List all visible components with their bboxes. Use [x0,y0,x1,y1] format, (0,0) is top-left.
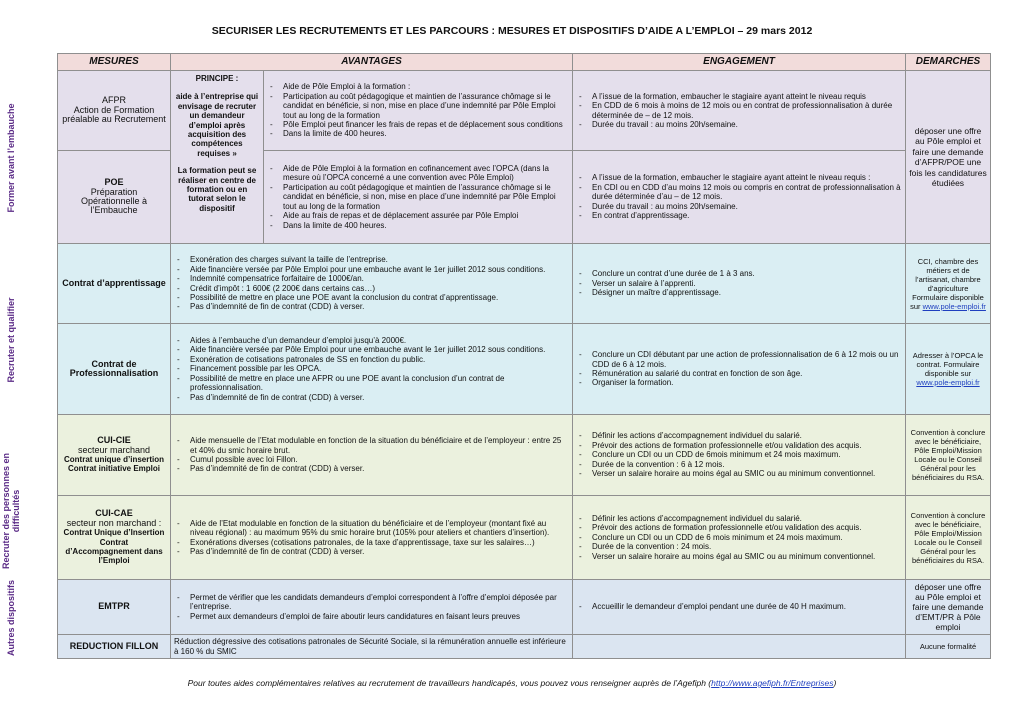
demarches-emtpr: déposer une offre au Pôle emploi et faire une demande d’EMT/PR à Pôle emploi [906,580,991,635]
row-emtpr [58,580,991,635]
avantages-fillon: Réduction dégressive des cotisations patronales de Sécurité Sociale, si la rémunération annuelle est inférieure à 160 % du SMIC [171,635,573,659]
demarches-former: déposer une offre au Pôle emploi et faire une demande d’AFPR/POE une fois les candidatures étudiées [906,71,991,244]
list-item: - Exonération des charges suivant la taille de l’entreprise. [190,255,569,264]
list-item: - Aide financière versée par Pôle Emploi pour une embauche avant le 1er juillet 2012 sous conditions. [190,345,569,354]
measure-fillon: REDUCTION FILLON [58,635,171,659]
avantages-afpr [264,71,573,151]
list-item: - A l’issue de la formation, embaucher le stagiaire ayant atteint le niveau requis [592,92,902,101]
row-cui-cie [58,415,991,496]
list-item: - Prévoir des actions de formation professionnelle et/ou validation des acquis. [592,523,902,532]
demarches-professionnalisation-text: Adresser à l’OPCA le contrat. Formulaire disponible sur [912,351,984,378]
cuicie-name: CUI-CIE [97,435,131,446]
list-item: - Durée de la convention : 24 mois. [592,542,902,551]
list-item: - Permet de vérifier que les candidats demandeurs d’emploi correspondent à l’offre d’emploi déposée par l’entreprise. [190,593,569,612]
avantages-apprentissage [171,244,573,324]
poe-sub: Préparation Opérationnelle à l’Embauche [80,186,148,216]
engagement-fillon [573,635,906,659]
list-item: - Exonération de cotisations patronales de SS en fonction du public. [190,355,569,364]
demarches-professionnalisation [906,324,991,415]
list-item: - Aides à l’embauche d’un demandeur d’emploi jusqu’à 2000€. [190,336,569,345]
list-item: - Crédit d’impôt : 1 600€ (2 200€ dans certains cas…) [190,284,569,293]
header-mesures: MESURES [58,54,171,71]
header-row [58,54,991,71]
list-item: - Possibilité de mettre en place une AFPR ou une POE avant la conclusion d’un contrat de professionnalisation. [190,374,569,393]
avantages-cui-cie [171,415,573,496]
demarches-fillon: Aucune formalité [906,635,991,659]
avantages-professionnalisation [171,324,573,415]
list-item: - Dans la limite de 400 heures. [283,221,569,230]
footer-end: ) [833,678,837,688]
engagement-afpr [573,71,906,151]
demarches-cui-cie: Convention à conclure avec le bénéficiaire, Pôle Emploi/Mission Locale ou le Conseil Général pour les bénéficiaires du RSA. [906,415,991,496]
list-item: - Accueillir le demandeur d’emploi pendant une durée de 40 H maximum. [592,602,902,611]
section-label-autres: Autres dispositifs [6,580,16,657]
measure-professionnalisation: Contrat de Professionnalisation [58,324,171,415]
measure-apprentissage: Contrat d’apprentissage [58,244,171,324]
list-item: - Prévoir des actions de formation professionnelle et/ou validation des acquis. [592,441,902,450]
demarches-cui-cae: Convention à conclure avec le bénéficiaire, Pôle Emploi/Mission Locale ou le Conseil Général pour les bénéficiaires du RSA. [906,496,991,580]
page-title: SECURISER LES RECRUTEMENTS ET LES PARCOURS : MESURES ET DISPOSITIFS D’AIDE A L’EMPLOI – 29 mars 2012 [211,25,813,37]
list-item: - Participation au coût pédagogique et maintien de l’assurance chômage si le candidat en bénéficie, si non, mise en place d’une indemnité par Pôle Emploi tout au long de la formation [283,92,569,120]
demarches-apprentissage-text: CCI, chambre des métiers et de l’artisanat, chambre d’agriculture Formulaire disponible sur [910,256,984,311]
row-cui-cae [58,496,991,580]
engagement-professionnalisation [573,324,906,415]
list-item: - Verser un salaire horaire au moins égal au SMIC ou au minimum conventionnel. [592,552,902,561]
engagement-apprentissage [573,244,906,324]
list-item: - Pas d’indemnité de fin de contrat (CDD) à verser. [190,302,569,311]
principe-cell [171,71,264,244]
avantages-cui-cae [171,496,573,580]
list-item: - Conclure un CDI ou un CDD de 6 mois minimum et 24 mois maximum. [592,533,902,542]
list-item: - Cumul possible avec loi Fillon. [190,455,569,464]
pole-emploi-link[interactable]: www.pole-emploi.fr [916,378,980,387]
list-item: - Participation au coût pédagogique et maintien de l’assurance chômage si le candidat en bénéficie, si non, mise en place d’une indemnité par Pôle Emploi tout au long de la formation [283,183,569,211]
list-item: - Possibilité de mettre en place une POE avant la conclusion du contrat d’apprentissage. [190,293,569,302]
avantages-emtpr [171,580,573,635]
principe-label: PRINCIPE : [195,74,239,83]
measure-cui-cae [58,496,171,580]
measure-emtpr: EMTPR [58,580,171,635]
engagement-emtpr [573,580,906,635]
measure-afpr [58,71,171,151]
header-avantages: AVANTAGES [171,54,573,71]
poe-name: POE [104,177,124,188]
list-item: - Conclure un contrat d’une durée de 1 à 3 ans. [592,269,902,278]
list-item: - A l’issue de la formation, embaucher le stagiaire ayant atteint le niveau requis : [592,173,902,182]
list-item: - Verser un salaire horaire au moins égal au SMIC ou au minimum conventionnel. [592,469,902,478]
list-item: - Conclure un CDI ou un CDD de 6mois minimum et 24 mois maximum. [592,450,902,459]
list-item: - Aide de Pôle Emploi à la formation en cofinancement avec l’OPCA (dans la mesure où l’OPCA concerné a une convention avec Pôle Emploi) [283,164,569,183]
footer-text: Pour toutes aides complémentaires relatives au recrutement de travailleurs handicapés, vous pouvez vous renseigner auprès de l’Agefiph ( [187,678,712,688]
list-item: - En CDD de 6 mois à moins de 12 mois ou en contrat de professionnalisation à durée déterminée de – de 12 mois. [592,101,902,120]
afpr-name: AFPR [101,95,126,106]
list-item: - Financement possible par les OPCA. [190,364,569,373]
footer-note [0,678,1024,688]
list-item: - Durée de la convention : 6 à 12 mois. [592,460,902,469]
section-label-difficulte: Recruter des personnes en difficultés [1,452,21,570]
list-item: - Organiser la formation. [592,378,902,387]
cuicae-sub2: Contrat Unique d’Insertion [63,528,165,538]
cuicie-sub2: Contrat unique d’insertion [64,455,164,464]
section-label-recruter: Recruter et qualifier [6,297,16,383]
cuicie-sub3: Contrat initiative Emploi [67,464,160,474]
pole-emploi-link[interactable]: www.pole-emploi.fr [922,301,986,311]
list-item: - Aide de Pôle Emploi à la formation : [283,82,569,91]
list-item: - Durée du travail : au moins 20h/semaine. [592,120,902,129]
list-item: - En contrat d’apprentissage. [592,211,902,220]
list-item: - Désigner un maître d’apprentissage. [592,288,902,297]
measure-poe [58,151,171,244]
list-item: - Aide mensuelle de l’Etat modulable en fonction de la situation du bénéficiaire et de l’employeur : entre 25 et 40% du smic horaire brut. [190,436,569,455]
row-professionnalisation [58,324,991,415]
principe-text2: La formation peut se réaliser en centre de formation ou en tutorat selon le dispositif [177,166,257,213]
afpr-sub: Action de Formation préalable au Recrutement [62,104,166,125]
list-item: - Permet aux demandeurs d’emploi de faire aboutir leurs candidatures en faisant leurs preuves [190,612,569,621]
measure-cui-cie [58,415,171,496]
list-item: - Aide financière versée par Pôle Emploi pour une embauche avant le 1er juillet 2012 sous conditions. [190,265,569,274]
header-engagement: ENGAGEMENT [573,54,906,71]
list-item: - Pôle Emploi peut financer les frais de repas et de déplacement sous conditions [283,120,569,129]
list-item: - Pas d’indemnité de fin de contrat (CDD) à verser. [190,393,569,402]
list-item: - Aide de l’Etat modulable en fonction de la situation du bénéficiaire et de l’employeur (montant fixé au niveau régional) : au maximum 95% du smic horaire brut (105% pour ateliers et chantiers d’insertion). [190,519,569,538]
agefiph-link[interactable]: http://www.agefiph.fr/Entreprises [711,678,834,688]
list-item: - Durée du travail : au moins 20h/semaine. [592,202,902,211]
header-demarches: DEMARCHES [906,54,991,71]
cuicie-sub: secteur marchand [77,444,151,455]
list-item: - Définir les actions d’accompagnement individuel du salarié. [592,431,902,440]
cuicae-sub3: Contrat d’Accompagnement dans l’Emploi [65,537,163,566]
avantages-poe [264,151,573,244]
list-item: - Aide au frais de repas et de déplacement assurée par Pôle Emploi [283,211,569,220]
cuicae-name: CUI-CAE [95,508,133,519]
list-item: - Exonérations diverses (cotisations patronales, de la taxe d’apprentissage, taxe sur les salaires…) [190,538,569,547]
engagement-cui-cie [573,415,906,496]
row-apprentissage [58,244,991,324]
row-afpr [58,71,991,151]
measures-table [57,53,991,659]
list-item: - Indemnité compensatrice forfaitaire de 1000€/an. [190,274,569,283]
cuicae-sub: secteur non marchand : [66,517,162,528]
list-item: - Pas d’indemnité de fin de contrat (CDD) à verser. [190,547,569,556]
list-item: - Rémunération au salarié du contrat en fonction de son âge. [592,369,902,378]
principe-text1: aide à l’entreprise qui envisage de recruter un demandeur d’emploi après acquisition des compétences requises » [175,92,259,158]
list-item: - En CDI ou en CDD d’au moins 12 mois ou compris en contrat de professionnalisation à durée déterminée d’au – de 12 mois. [592,183,902,202]
row-fillon [58,635,991,659]
list-item: - Verser un salaire à l’apprenti. [592,279,902,288]
list-item: - Pas d’indemnité de fin de contrat (CDD) à verser. [190,464,569,473]
list-item: - Dans la limite de 400 heures. [283,129,569,138]
engagement-poe [573,151,906,244]
list-item: - Conclure un CDI débutant par une action de professionnalisation de 6 à 12 mois ou un CDD de 6 à 12 mois. [592,350,902,369]
list-item: - Définir les actions d’accompagnement individuel du salarié. [592,514,902,523]
demarches-apprentissage [906,244,991,324]
section-label-former: Former avant l’embauche [6,103,16,213]
engagement-cui-cae [573,496,906,580]
